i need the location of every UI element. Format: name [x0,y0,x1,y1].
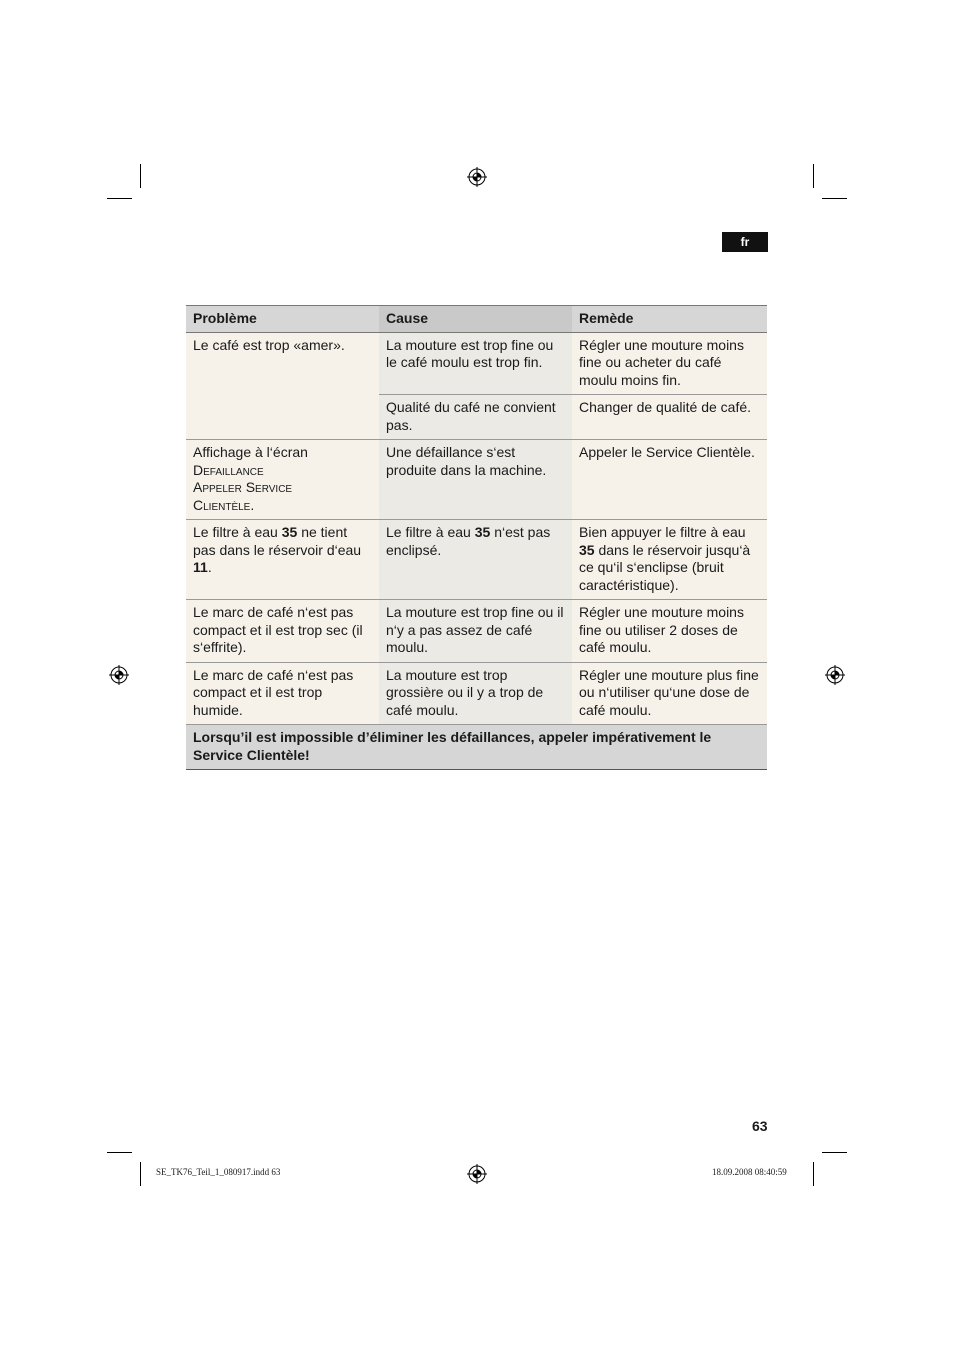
cause-cell: Une défaillance s‘est produite dans la machine. [379,440,572,520]
problem-cell [186,440,379,520]
remedy-cell: Régler une mouture moins fine ou utiliser 2 doses de café moulu. [572,600,767,663]
crop-mark [140,164,141,188]
table-row [186,440,767,520]
crop-mark [813,164,814,188]
crop-mark [140,1162,141,1186]
registration-mark-icon [825,665,845,685]
registration-mark-icon [467,1164,487,1184]
table-row [186,520,767,600]
registration-mark-icon [467,167,487,187]
crop-mark [813,1162,814,1186]
cause-cell [379,520,572,600]
remedy-text: dans le réservoir jusqu‘à ce qu‘il s‘enclipse (bruit caractéristique). [579,541,751,593]
crop-mark [822,1152,847,1153]
registration-mark-icon [109,665,129,685]
cause-text: Le filtre à eau [386,524,475,540]
table-footer-row [186,725,767,770]
remedy-cell [572,520,767,600]
display-message: Defaillance [193,461,264,478]
problem-cell [186,520,379,600]
part-number: 35 [281,524,298,540]
crop-mark [107,1152,132,1153]
cause-cell: La mouture est trop fine ou le café moulu est trop fin. [379,332,572,395]
display-message: Appeler Service [193,479,293,495]
problem-text: ne tient pas dans le réservoir d‘eau [193,524,362,558]
table-header-row [186,306,767,333]
print-slug-file: SE_TK76_Teil_1_080917.indd 63 [156,1167,281,1177]
display-message: Clientèle. [193,496,255,513]
problem-cell: Le marc de café n‘est pas compact et il est trop humide. [186,662,379,725]
problem-text: . [207,559,212,575]
part-number: 11 [193,559,208,575]
column-header-problem: Problème [186,306,379,333]
remedy-cell: Appeler le Service Clientèle. [572,440,767,520]
part-number: 35 [474,524,491,540]
print-slug-date: 18.09.2008 08:40:59 [712,1167,787,1177]
table-row [186,600,767,663]
problem-text: Le filtre à eau [193,524,282,540]
crop-mark [822,198,847,199]
remedy-cell: Régler une mouture plus fine ou n‘utiliser qu‘une dose de café moulu. [572,662,767,725]
language-tab: fr [722,232,768,252]
column-header-remedy: Remède [572,306,767,333]
problem-cell: Le marc de café n‘est pas compact et il est trop sec (il s‘effrite). [186,600,379,663]
troubleshooting-table [186,305,767,770]
remedy-text: Bien appuyer le filtre à eau [579,524,746,540]
table-row [186,662,767,725]
table-row [186,332,767,395]
table-footer-note: Lorsqu’il est impossible d’éliminer les défaillances, appeler impérativement le Service Clientèle! [186,725,767,770]
column-header-cause: Cause [379,306,572,333]
cause-text: n‘est pas enclipsé. [386,524,551,558]
problem-text: Affichage à l‘écran [193,444,308,460]
crop-mark [107,198,132,199]
cause-cell: La mouture est trop fine ou il n‘y a pas assez de café moulu. [379,600,572,663]
page-number: 63 [752,1118,768,1134]
remedy-cell: Régler une mouture moins fine ou acheter du café moulu moins fin. [572,332,767,395]
remedy-cell: Changer de qualité de café. [572,395,767,440]
problem-cell: Le café est trop «amer». [186,332,379,440]
cause-cell: La mouture est trop grossière ou il y a trop de café moulu. [379,662,572,725]
cause-cell: Qualité du café ne convient pas. [379,395,572,440]
part-number: 35 [579,541,595,558]
